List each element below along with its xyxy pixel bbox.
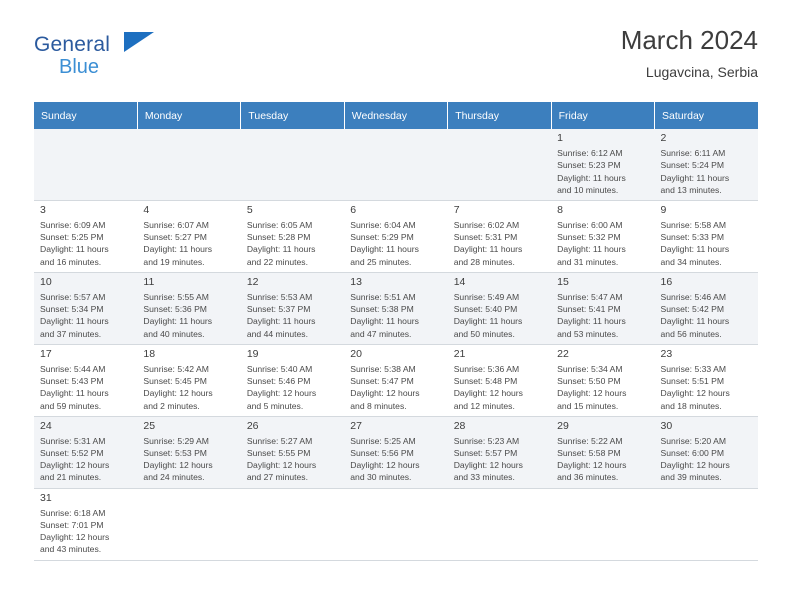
weekday-header-thursday: Thursday xyxy=(448,102,551,129)
day-info-line: Daylight: 12 hours xyxy=(660,388,730,399)
page-subtitle: Lugavcina, Serbia xyxy=(645,63,758,80)
calendar-day-cell xyxy=(241,200,344,272)
calendar-day-cell xyxy=(448,416,551,488)
day-info-line: Daylight: 11 hours xyxy=(557,244,626,255)
day-info-line: and 19 minutes. xyxy=(143,256,205,267)
day-info-line: Daylight: 11 hours xyxy=(143,244,213,255)
day-info-line: Daylight: 11 hours xyxy=(453,316,523,327)
day-info-line: Sunrise: 5:58 AM xyxy=(660,220,726,231)
day-info-line: Sunrise: 6:05 AM xyxy=(246,220,313,231)
day-number: 20 xyxy=(350,347,362,360)
day-info-line: Daylight: 12 hours xyxy=(350,460,420,471)
day-info-line: Sunset: 5:29 PM xyxy=(350,232,414,243)
day-info-line: Daylight: 11 hours xyxy=(350,244,419,255)
day-info-line: Daylight: 12 hours xyxy=(350,388,420,399)
calendar-day-cell xyxy=(34,488,137,560)
calendar-day-cell xyxy=(655,416,758,488)
day-info-line: Sunrise: 5:22 AM xyxy=(557,435,623,446)
day-info-line: Daylight: 12 hours xyxy=(143,460,213,471)
calendar-day-cell xyxy=(34,416,137,488)
day-number: 21 xyxy=(453,347,466,360)
day-info-line: Sunset: 5:23 PM xyxy=(557,160,621,171)
day-info-line: and 21 minutes. xyxy=(40,472,102,483)
calendar-day-cell xyxy=(137,272,240,344)
day-info-line: Sunset: 5:58 PM xyxy=(557,448,621,459)
calendar-day-cell xyxy=(655,200,758,272)
day-info-line: and 47 minutes. xyxy=(350,328,412,339)
day-info-line: Daylight: 11 hours xyxy=(557,316,626,327)
day-info-line: Sunrise: 6:02 AM xyxy=(453,220,520,231)
day-info-line: Sunrise: 5:36 AM xyxy=(453,363,520,374)
day-info-line: Sunrise: 5:57 AM xyxy=(40,292,106,302)
day-info-line: Daylight: 12 hours xyxy=(557,460,627,471)
day-info-line: and 50 minutes. xyxy=(453,328,515,339)
weekday-header-friday: Friday xyxy=(551,102,654,129)
page-title: March 2024 xyxy=(620,25,758,55)
day-info-line: Sunset: 5:28 PM xyxy=(246,232,311,243)
day-info-line: Sunset: 5:36 PM xyxy=(143,304,207,315)
day-info-line: Daylight: 12 hours xyxy=(453,460,523,471)
day-number: 26 xyxy=(246,419,259,432)
day-info-line: Sunset: 5:52 PM xyxy=(40,448,104,459)
day-info-line: Sunrise: 5:42 AM xyxy=(143,363,209,374)
calendar-day-cell xyxy=(655,344,758,416)
day-info-line: and 30 minutes. xyxy=(350,472,412,483)
day-number: 13 xyxy=(350,275,362,288)
calendar-day-cell xyxy=(137,416,240,488)
day-info-line: Sunrise: 6:12 AM xyxy=(557,148,623,159)
calendar-week-row xyxy=(34,488,758,560)
day-number: 3 xyxy=(40,203,46,216)
day-info-line: and 31 minutes. xyxy=(557,256,619,267)
calendar-day-cell xyxy=(34,200,137,272)
day-info-line: Sunrise: 5:38 AM xyxy=(350,363,416,374)
weekday-header-saturday: Saturday xyxy=(655,102,758,129)
day-info-line: Sunrise: 5:51 AM xyxy=(350,292,416,302)
day-info-line: and 39 minutes. xyxy=(660,472,722,483)
day-number: 2 xyxy=(660,132,667,144)
calendar-cell-empty xyxy=(241,129,344,200)
calendar-day-cell xyxy=(655,272,758,344)
day-info-line: Daylight: 12 hours xyxy=(557,388,627,399)
day-info-line: Sunset: 5:31 PM xyxy=(453,232,518,243)
day-number: 6 xyxy=(350,203,357,216)
day-info-line: Sunrise: 5:25 AM xyxy=(350,435,416,446)
title-block xyxy=(621,26,758,80)
calendar-cell-empty xyxy=(34,129,137,200)
day-info-line: and 40 minutes. xyxy=(143,328,205,339)
day-info-line: Sunset: 5:27 PM xyxy=(143,232,207,243)
day-info-line: and 2 minutes. xyxy=(143,400,200,411)
day-info-line: Daylight: 12 hours xyxy=(660,460,730,471)
weekday-header-sunday: Sunday xyxy=(34,102,137,129)
day-info-line: Sunrise: 5:46 AM xyxy=(660,292,726,302)
day-info-line: Sunset: 5:42 PM xyxy=(660,304,725,315)
calendar-day-cell xyxy=(551,129,654,200)
calendar-day-cell xyxy=(551,200,654,272)
day-info-line: Sunset: 5:24 PM xyxy=(660,160,725,171)
calendar-day-cell xyxy=(551,416,654,488)
calendar-day-cell xyxy=(448,200,551,272)
day-info-line: Sunrise: 6:00 AM xyxy=(557,220,623,231)
day-info-line: Sunrise: 5:55 AM xyxy=(143,292,209,302)
weekday-header-row xyxy=(34,102,758,129)
day-info-line: Daylight: 12 hours xyxy=(246,460,317,471)
day-info-line: Daylight: 11 hours xyxy=(246,316,316,327)
day-info-line: Sunrise: 5:49 AM xyxy=(453,292,520,302)
day-info-line: Daylight: 11 hours xyxy=(40,388,109,399)
day-info-line: and 56 minutes. xyxy=(660,328,722,339)
day-number: 23 xyxy=(660,347,673,360)
day-info-line: Sunrise: 5:20 AM xyxy=(660,435,726,446)
calendar-week-row xyxy=(34,272,758,344)
day-info-line: Sunrise: 5:53 AM xyxy=(246,292,313,302)
day-info-line: Sunset: 5:48 PM xyxy=(453,376,518,387)
day-info-line: Sunrise: 5:23 AM xyxy=(453,435,520,446)
calendar-cell-empty xyxy=(137,129,240,200)
calendar-day-cell xyxy=(34,272,137,344)
day-number: 24 xyxy=(40,419,52,432)
weekday-header-wednesday: Wednesday xyxy=(344,102,447,129)
day-number: 1 xyxy=(557,132,563,144)
day-info-line: Sunrise: 6:04 AM xyxy=(350,220,416,231)
day-info-line: and 16 minutes. xyxy=(40,256,102,267)
day-info-line: and 25 minutes. xyxy=(350,256,412,267)
calendar-cell-empty xyxy=(344,129,447,200)
day-info-line: and 15 minutes. xyxy=(557,400,619,411)
day-info-line: Sunset: 6:00 PM xyxy=(660,448,725,459)
day-info-line: Sunset: 5:56 PM xyxy=(350,448,414,459)
day-info-line: and 44 minutes. xyxy=(246,328,308,339)
day-info-line: Sunset: 5:40 PM xyxy=(453,304,518,315)
calendar-week-row xyxy=(34,129,758,200)
day-number: 4 xyxy=(143,203,150,216)
calendar-cell-empty xyxy=(448,488,551,560)
day-number: 27 xyxy=(350,419,362,432)
day-info-line: Sunset: 7:01 PM xyxy=(40,520,104,531)
day-info-line: Sunset: 5:53 PM xyxy=(143,448,207,459)
day-number: 7 xyxy=(453,203,460,216)
logo-text-general: General xyxy=(34,33,111,56)
day-info-line: and 13 minutes. xyxy=(660,184,722,195)
calendar-day-cell xyxy=(344,200,447,272)
calendar-day-cell xyxy=(34,344,137,416)
weekday-header-tuesday: Tuesday xyxy=(241,102,344,129)
day-info-line: Daylight: 11 hours xyxy=(557,172,626,183)
day-info-line: Sunrise: 6:11 AM xyxy=(660,148,726,159)
day-number: 12 xyxy=(246,275,259,288)
day-info-line: Sunrise: 6:09 AM xyxy=(40,220,106,231)
day-number: 22 xyxy=(557,347,569,360)
day-number: 31 xyxy=(40,491,52,504)
calendar-cell-empty xyxy=(137,488,240,560)
calendar-day-cell xyxy=(344,344,447,416)
weekday-header-monday: Monday xyxy=(137,102,240,129)
day-number: 25 xyxy=(143,419,156,432)
day-info-line: and 22 minutes. xyxy=(246,256,308,267)
calendar-day-cell xyxy=(344,272,447,344)
calendar-week-row xyxy=(34,416,758,488)
calendar-cell-empty xyxy=(655,488,758,560)
calendar-cell-empty xyxy=(344,488,447,560)
calendar-table xyxy=(34,102,758,561)
day-info-line: Daylight: 11 hours xyxy=(40,244,109,255)
calendar-day-cell xyxy=(448,344,551,416)
day-info-line: Sunrise: 6:07 AM xyxy=(143,220,209,231)
day-info-line: Daylight: 11 hours xyxy=(453,244,523,255)
day-info-line: and 12 minutes. xyxy=(453,400,515,411)
day-info-line: Sunset: 5:33 PM xyxy=(660,232,725,243)
day-info-line: and 10 minutes. xyxy=(557,184,619,195)
day-info-line: and 8 minutes. xyxy=(350,400,407,411)
day-info-line: Daylight: 12 hours xyxy=(246,388,317,399)
day-number: 11 xyxy=(143,275,155,288)
logo-text-blue: Blue xyxy=(59,56,100,78)
day-info-line: Sunrise: 5:34 AM xyxy=(557,363,623,374)
day-info-line: Daylight: 12 hours xyxy=(143,388,213,399)
calendar-day-cell xyxy=(551,272,654,344)
day-number: 29 xyxy=(557,419,569,432)
day-info-line: Sunset: 5:57 PM xyxy=(453,448,518,459)
day-info-line: Sunset: 5:37 PM xyxy=(246,304,311,315)
calendar-body xyxy=(34,129,758,560)
day-info-line: Daylight: 11 hours xyxy=(660,172,730,183)
general-blue-logo xyxy=(34,26,169,77)
calendar-cell-empty xyxy=(241,488,344,560)
day-info-line: and 53 minutes. xyxy=(557,328,619,339)
day-info-line: and 5 minutes. xyxy=(246,400,304,411)
calendar-cell-empty xyxy=(551,488,654,560)
day-info-line: and 33 minutes. xyxy=(453,472,515,483)
day-info-line: Daylight: 11 hours xyxy=(40,316,109,327)
day-number: 30 xyxy=(660,419,673,432)
calendar-day-cell xyxy=(448,272,551,344)
flag-icon xyxy=(124,32,154,52)
day-info-line: Daylight: 12 hours xyxy=(40,460,110,471)
day-info-line: Sunset: 5:55 PM xyxy=(246,448,311,459)
day-info-line: and 34 minutes. xyxy=(660,256,722,267)
day-info-line: Sunrise: 5:29 AM xyxy=(143,435,209,446)
day-info-line: Daylight: 12 hours xyxy=(453,388,523,399)
day-info-line: Sunset: 5:41 PM xyxy=(557,304,621,315)
day-info-line: and 59 minutes. xyxy=(40,400,102,411)
calendar-day-cell xyxy=(551,344,654,416)
day-info-line: Sunset: 5:50 PM xyxy=(557,376,621,387)
day-info-line: Sunset: 5:38 PM xyxy=(350,304,414,315)
day-info-line: and 36 minutes. xyxy=(557,472,619,483)
day-number: 28 xyxy=(453,419,466,432)
day-info-line: Sunrise: 5:31 AM xyxy=(40,435,106,446)
day-info-line: Sunrise: 5:27 AM xyxy=(246,435,313,446)
day-info-line: Sunset: 5:43 PM xyxy=(40,376,104,387)
day-number: 5 xyxy=(246,203,253,216)
day-info-line: Daylight: 11 hours xyxy=(350,316,419,327)
calendar-day-cell xyxy=(137,344,240,416)
day-number: 16 xyxy=(660,275,673,288)
day-info-line: Sunset: 5:25 PM xyxy=(40,232,104,243)
day-info-line: and 28 minutes. xyxy=(453,256,515,267)
day-number: 19 xyxy=(246,347,259,360)
day-info-line: Daylight: 11 hours xyxy=(143,316,213,327)
day-info-line: Sunrise: 5:33 AM xyxy=(660,363,726,374)
day-info-line: Sunset: 5:34 PM xyxy=(40,304,104,315)
day-info-line: and 37 minutes. xyxy=(40,328,102,339)
calendar-day-cell xyxy=(241,272,344,344)
day-number: 10 xyxy=(40,275,52,288)
day-info-line: Daylight: 11 hours xyxy=(246,244,316,255)
day-info-line: and 24 minutes. xyxy=(143,472,205,483)
day-info-line: Sunset: 5:32 PM xyxy=(557,232,621,243)
calendar-week-row xyxy=(34,200,758,272)
calendar-week-row xyxy=(34,344,758,416)
day-number: 15 xyxy=(557,275,569,288)
day-info-line: Daylight: 12 hours xyxy=(40,532,110,543)
day-number: 8 xyxy=(557,203,563,216)
day-info-line: Sunset: 5:46 PM xyxy=(246,376,311,387)
day-info-line: Sunrise: 6:18 AM xyxy=(40,507,106,518)
day-info-line: and 27 minutes. xyxy=(246,472,308,483)
calendar-day-cell xyxy=(241,416,344,488)
day-info-line: and 43 minutes. xyxy=(40,544,102,555)
day-info-line: Sunset: 5:47 PM xyxy=(350,376,414,387)
day-number: 9 xyxy=(660,203,667,216)
day-info-line: Sunrise: 5:47 AM xyxy=(557,292,623,302)
calendar-day-cell xyxy=(241,344,344,416)
calendar-cell-empty xyxy=(448,129,551,200)
day-info-line: Sunset: 5:51 PM xyxy=(660,376,725,387)
calendar-day-cell xyxy=(344,416,447,488)
day-info-line: and 18 minutes. xyxy=(660,400,722,411)
page-header xyxy=(34,26,758,92)
calendar-day-cell xyxy=(655,129,758,200)
day-info-line: Sunrise: 5:44 AM xyxy=(40,363,106,374)
day-info-line: Daylight: 11 hours xyxy=(660,316,730,327)
day-info-line: Sunrise: 5:40 AM xyxy=(246,363,313,374)
day-number: 17 xyxy=(40,347,52,360)
day-number: 18 xyxy=(143,347,156,360)
calendar-day-cell xyxy=(137,200,240,272)
day-info-line: Daylight: 11 hours xyxy=(660,244,730,255)
day-number: 14 xyxy=(453,275,466,288)
day-info-line: Sunset: 5:45 PM xyxy=(143,376,207,387)
